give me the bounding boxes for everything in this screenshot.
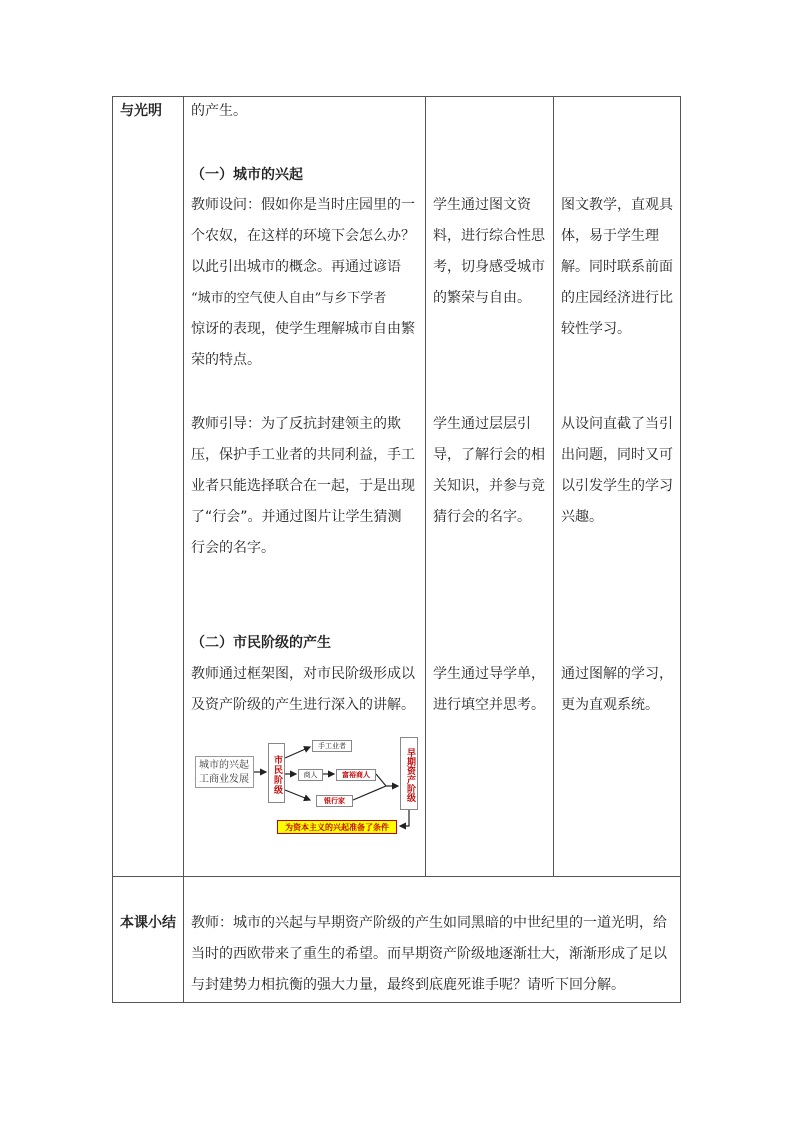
text-line: 解。同时联系前面	[561, 259, 673, 275]
text-line: 的庄园经济进行比	[561, 290, 673, 306]
arrow-bourgeoisie-to-banner	[400, 810, 409, 826]
text-line: 较性学习。	[561, 321, 631, 337]
row-label-guangming: 与光明	[120, 103, 162, 119]
text-line: 行会的名字。	[191, 540, 275, 556]
summary-text	[191, 908, 667, 1001]
design-intent-2	[561, 409, 673, 533]
student-activity-1	[433, 190, 545, 314]
arrow-to-banker	[285, 790, 310, 800]
merchant-box: 商人	[298, 769, 323, 781]
text-line: 当时的西欧带来了重生的希望。而早期资产阶级地逐渐壮大，渐渐形成了足以	[191, 946, 667, 962]
teacher-activity-2	[191, 409, 415, 564]
text-line: 从设问直截了当引	[561, 416, 673, 432]
banker-box: 银行家	[316, 795, 353, 807]
row-label-summary: 本课小结	[120, 915, 176, 931]
capitalism-banner: 为资本主义的兴起准备了条件	[277, 820, 397, 834]
text-line: 教师通过框架图，对市民阶级形成以	[191, 666, 415, 682]
craftsman-box: 手工业者	[312, 740, 352, 752]
text-line: 兴趣。	[561, 509, 603, 525]
text-line: 教师引导：为了反抗封建领主的欺	[191, 416, 401, 432]
text-line: 的繁荣与自由。	[433, 290, 531, 306]
text-line: 通过图解的学习，	[561, 666, 673, 682]
student-activity-2	[433, 409, 545, 533]
text-line: 料，进行综合性思	[433, 228, 545, 244]
arrow-to-craftsman	[285, 747, 310, 758]
student-activity-3	[433, 659, 545, 721]
intro-text: 的产生。	[191, 103, 247, 119]
table-right-border	[680, 96, 681, 1003]
text-line: 个农奴，在这样的环境下会怎么办？	[191, 228, 415, 244]
intent-column-divider	[553, 96, 554, 876]
text-line: 出问题，同时又可	[561, 447, 673, 463]
text-line: 与封建势力相抗衡的强大力量，最终到底鹿死谁手呢？请听下回分解。	[191, 977, 625, 993]
text-line: 图文教学，直观具	[561, 197, 673, 213]
text-line: 以引发学生的学习	[561, 478, 673, 494]
text-line: 关知识，并参与竞	[433, 478, 545, 494]
text-line: 以此引出城市的概念。再通过谚语	[191, 259, 401, 275]
text-line: 荣的特点。	[191, 352, 261, 368]
text-line: 考，切身感受城市	[433, 259, 545, 275]
design-intent-3	[561, 659, 673, 721]
text-line: 教师：城市的兴起与早期资产阶级的产生如同黑暗的中世纪里的一道光明，给	[191, 915, 667, 931]
text-line: 更为直观系统。	[561, 697, 659, 713]
origin-line: 城市的兴起	[199, 760, 249, 771]
rich-merchant-box: 富裕商人	[336, 769, 376, 781]
table-bottom-border	[112, 1002, 681, 1003]
text-line: 学生通过图文资	[433, 197, 531, 213]
label-column-divider	[183, 96, 184, 1003]
bourgeoisie-box: 早期资产阶级	[400, 737, 418, 810]
framework-diagram	[190, 736, 420, 840]
table-left-border	[112, 96, 113, 1003]
text-line: 学生通过层层引	[433, 416, 531, 432]
text-line: 导，了解行会的相	[433, 447, 545, 463]
design-intent-1	[561, 190, 673, 345]
text-line: 惊讶的表现，使学生理解城市自由繁	[191, 321, 415, 337]
origin-line: 工商业发展	[199, 774, 249, 785]
text-line: 进行填空并思考。	[433, 697, 545, 713]
section-heading-burgher: （二）市民阶级的产生	[191, 635, 331, 651]
text-line: 学生通过导学单，	[433, 666, 545, 682]
text-line: “城市的空气使人自由”与乡下学者	[191, 291, 387, 306]
teacher-activity-3	[191, 659, 415, 721]
teacher-activity-1	[191, 190, 415, 376]
text-line: 猜行会的名字。	[433, 509, 531, 525]
section-heading-city-rise: （一）城市的兴起	[191, 167, 303, 183]
text-line: 了“行会”。并通过图片让学生猜测	[191, 509, 402, 525]
row-divider	[112, 876, 681, 877]
text-line: 体，易于学生理	[561, 228, 659, 244]
burgher-box: 市民阶级	[268, 743, 285, 803]
arrow-rich-to-join	[376, 774, 386, 786]
text-line: 及资产阶级的产生进行深入的讲解。	[191, 697, 415, 713]
text-line: 压，保护手工业者的共同利益，手工	[191, 447, 415, 463]
text-line: 教师设问：假如你是当时庄园里的一	[191, 197, 415, 213]
text-line: 业者只能选择联合在一起，于是出现	[191, 478, 415, 494]
student-column-divider	[425, 96, 426, 876]
arrow-banker-to-join	[353, 786, 386, 800]
origin-box	[195, 756, 254, 788]
